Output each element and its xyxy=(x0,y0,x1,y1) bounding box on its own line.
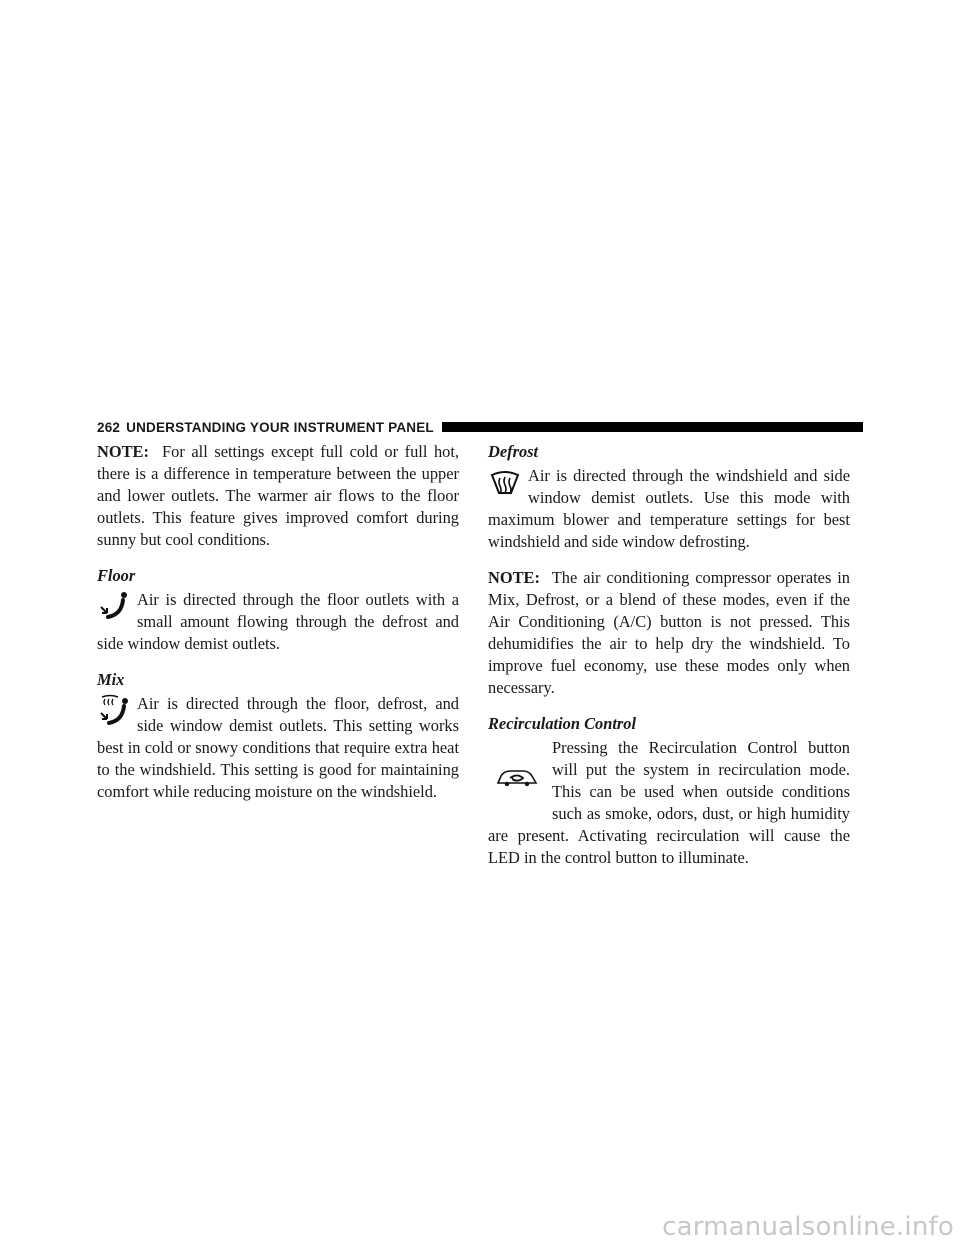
note-label-right: NOTE: xyxy=(488,568,540,587)
defrost-paragraph xyxy=(488,465,850,553)
recirculation-icon xyxy=(488,745,546,811)
recirculation-paragraph xyxy=(488,737,850,869)
recirculation-text: Pressing the Recirculation Control button will put the system in recirculation mode. This can be used when outside conditions such as smoke, odors, dust, or high humidity are present. Activating recirculation will cause the LED in the control button to illuminate. xyxy=(488,738,850,867)
note-paragraph-right xyxy=(488,567,850,699)
floor-paragraph xyxy=(97,589,459,655)
recirculation-heading: Recirculation Control xyxy=(488,714,636,733)
header-rule xyxy=(442,422,863,432)
watermark: carmanualsonline.info xyxy=(662,1212,954,1242)
note-text-right: The air conditioning compressor operates in Mix, Defrost, or a blend of these modes, even if the Air Conditioning (A/C) button is not pressed. This dehumidifies the air to help dry the windshield. To improve fuel economy, use these modes only when necessary. xyxy=(488,568,850,697)
mix-paragraph xyxy=(97,693,459,803)
mix-heading: Mix xyxy=(97,670,125,689)
mix-mode-icon xyxy=(97,693,131,727)
defrost-text: Air is directed through the windshield and side window demist outlets. Use this mode with maximum blower and temperature settings for best windshield and side window defrosting. xyxy=(488,466,850,551)
floor-text: Air is directed through the floor outlets with a small amount flowing through the defrost and side window demist outlets. xyxy=(97,590,459,653)
defrost-mode-icon xyxy=(488,465,522,499)
mix-text: Air is directed through the floor, defrost, and side window demist outlets. This setting works best in cold or snowy conditions that require extra heat to the windshield. This setting is good for maintaining comfort while reducing moisture on the windshield. xyxy=(97,694,459,801)
note-paragraph xyxy=(97,441,459,551)
page-number: 262 xyxy=(97,419,121,435)
right-column xyxy=(488,441,850,883)
page-header xyxy=(97,419,863,435)
defrost-heading: Defrost xyxy=(488,442,539,461)
floor-heading: Floor xyxy=(97,566,136,585)
note-label: NOTE: xyxy=(97,442,149,461)
note-text: For all settings except full cold or full hot, there is a difference in temperature between the upper and lower outlets. The warmer air flows to the floor outlets. This feature gives improved comfort during sunny but cool conditions. xyxy=(97,442,459,549)
section-title: UNDERSTANDING YOUR INSTRUMENT PANEL xyxy=(126,419,434,435)
left-column xyxy=(97,441,459,817)
floor-mode-icon xyxy=(97,589,131,623)
